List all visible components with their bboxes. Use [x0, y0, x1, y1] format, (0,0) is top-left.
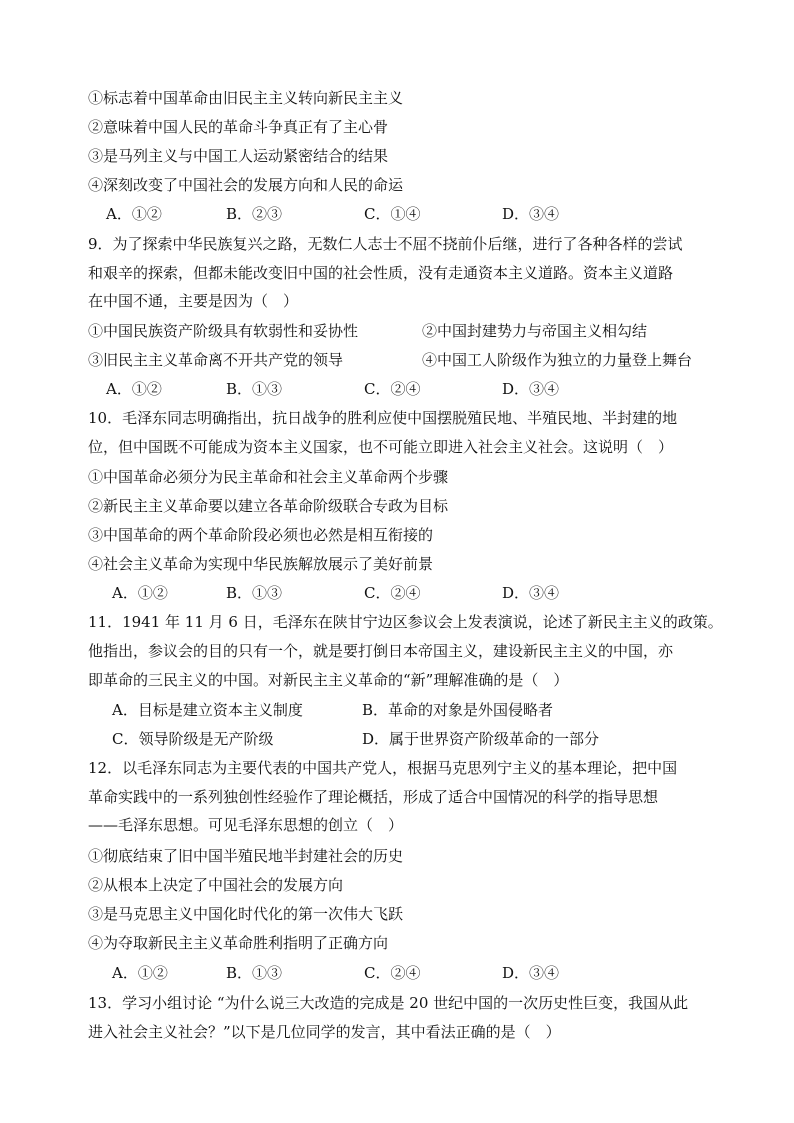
q9-option-a: A．①②: [106, 380, 162, 398]
q8-statement-1: ①标志着中国革命由旧民主主义转向新民主主义: [88, 89, 404, 107]
q10-option-d: D．③④: [502, 584, 560, 602]
q10-stem-line-1: 10．毛泽东同志明确指出，抗日战争的胜利应使中国摆脱殖民地、半殖民地、半封建的地: [88, 409, 678, 427]
q8-option-c: C．①④: [364, 205, 421, 223]
q12-option-d: D．③④: [502, 964, 560, 982]
q12-option-c: C．②④: [364, 964, 421, 982]
q9-option-d: D．③④: [502, 380, 560, 398]
q11-option-d: D．属于世界资产阶级革命的一部分: [362, 730, 600, 748]
q11-stem-line-3: 即革命的三民主义的中国。对新民主主义革命的“新”理解准确的是（ ）: [88, 671, 569, 689]
q9-statement-2: ②中国封建势力与帝国主义相勾结: [422, 322, 648, 340]
q8-option-d: D．③④: [502, 205, 560, 223]
q12-stem-line-2: 革命实践中的一系列独创性经验作了理论概括，形成了适合中国情况的科学的指导思想: [88, 788, 659, 806]
q8-statement-2: ②意味着中国人民的革命斗争真正有了主心骨: [88, 118, 389, 136]
q8-statement-3: ③是马列主义与中国工人运动紧密结合的结果: [88, 147, 389, 165]
q12-stem-line-1: 12．以毛泽东同志为主要代表的中国共产党人，根据马克思列宁主义的基本理论，把中国: [88, 759, 678, 777]
q9-stem-line-2: 和艰辛的探索，但都未能改变旧中国的社会性质，没有走通资本主义道路。资本主义道路: [88, 264, 674, 282]
q10-option-a: A．①②: [112, 584, 168, 602]
q12-statement-3: ③是马克思主义中国化时代化的第一次伟大飞跃: [88, 905, 404, 923]
q10-statement-2: ②新民主主义革命要以建立各革命阶级联合专政为目标: [88, 497, 449, 515]
q12-stem-line-3: ——毛泽东思想。可见毛泽东思想的创立（ ）: [88, 816, 404, 834]
q12-statement-4: ④为夺取新民主主义革命胜利指明了正确方向: [88, 934, 389, 952]
q12-option-a: A．①②: [112, 964, 168, 982]
q9-statement-4: ④中国工人阶级作为独立的力量登上舞台: [422, 351, 693, 369]
q9-statement-3: ③旧民主主义革命离不开共产党的领导: [88, 351, 344, 369]
q12-statement-1: ①彻底结束了旧中国半殖民地半封建社会的历史: [88, 847, 404, 865]
q10-option-b: B．①③: [226, 584, 283, 602]
q9-stem-line-1: 9．为了探索中华民族复兴之路，无数仁人志士不屈不挠前仆后继，进行了各种各样的尝试: [88, 235, 683, 253]
q11-option-c: C．领导阶级是无产阶级: [112, 730, 274, 748]
q9-statement-1: ①中国民族资产阶级具有软弱性和妥协性: [88, 322, 359, 340]
q11-option-a: A．目标是建立资本主义制度: [112, 701, 303, 719]
q11-stem-line-1: 11．1941 年 11 月 6 日，毛泽东在陕甘宁边区参议会上发表演说，论述了新民主主义的政策。: [88, 613, 723, 631]
q10-stem-line-2: 位，但中国既不可能成为资本主义国家，也不可能立即进入社会主义社会。这说明（ ）: [88, 438, 674, 456]
q8-statement-4: ④深刻改变了中国社会的发展方向和人民的命运: [88, 176, 404, 194]
q10-statement-3: ③中国革命的两个革命阶段必须也必然是相互衔接的: [88, 526, 434, 544]
q10-statement-1: ①中国革命必须分为民主革命和社会主义革命两个步骤: [88, 468, 449, 486]
q11-option-b: B．革命的对象是外国侵略者: [362, 701, 554, 719]
q9-stem-line-3: 在中国不通，主要是因为（ ）: [88, 292, 299, 310]
q12-statement-2: ②从根本上决定了中国社会的发展方向: [88, 876, 344, 894]
q9-option-c: C．②④: [364, 380, 421, 398]
q10-statement-4: ④社会主义革命为实现中华民族解放展示了美好前景: [88, 555, 434, 573]
q12-option-b: B．①③: [226, 964, 283, 982]
q8-option-a: A．①②: [106, 205, 162, 223]
q9-option-b: B．①③: [226, 380, 283, 398]
q11-stem-line-2: 他指出，参议会的目的只有一个，就是要打倒日本帝国主义，建设新民主主义的中国，亦: [88, 642, 674, 660]
q13-stem-line-1: 13．学习小组讨论 “为什么说三大改造的完成是 20 世纪中国的一次历史性巨变，我国从此: [88, 994, 689, 1012]
q13-stem-line-2: 进入社会主义社会？”以下是几位同学的发言，其中看法正确的是（ ）: [88, 1023, 561, 1041]
q10-option-c: C．②④: [364, 584, 421, 602]
q8-option-b: B．②③: [226, 205, 283, 223]
